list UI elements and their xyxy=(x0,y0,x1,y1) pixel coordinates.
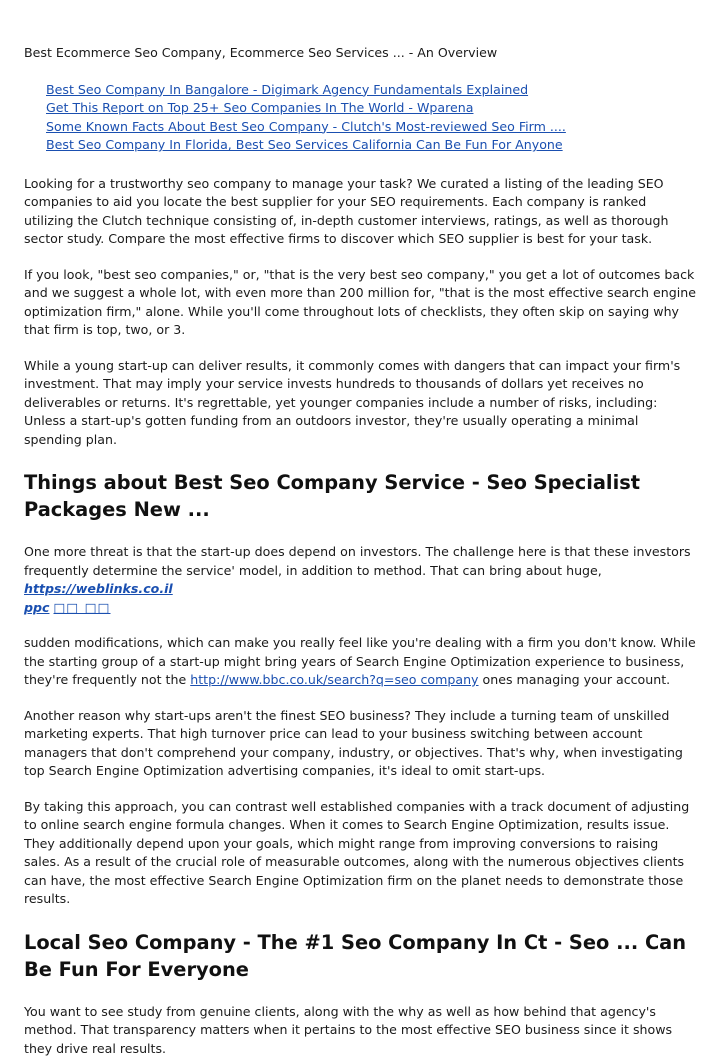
paragraph-turnover: Another reason why start-ups aren't the finest SEO business? They include a turning team of unskilled marketing experts. That high turnover price can lead to your business switching between account managers that don't comprehend your company, industry, or objectives. That's why, when investigating top Search Engine Optimization advertising companies, it's ideal to omit start-ups. xyxy=(24,707,696,781)
weblinks-link[interactable]: https://weblinks.co.il xyxy=(24,581,173,596)
paragraph-search-results: If you look, "best seo companies," or, "that is the very best seo company," you get a lot of outcomes back and we suggest a whole lot, with even more than 200 million for, "that is the most effective search engine optimization firm," alone. While you'll come throughout lots of checklists, they often skip on saying why that firm is top, two, or 3. xyxy=(24,266,696,340)
paragraph-investors xyxy=(24,543,696,617)
paragraph-modifications-before: sudden modifications, which can make you really feel like you're dealing with a firm you don't know. While the starting group of a start-up might bring years of Search Engine Optimization experience to business, they're frequently not the xyxy=(24,635,696,687)
bbc-search-link[interactable]: http://www.bbc.co.uk/search?q=seo company xyxy=(190,672,478,687)
ppc-link[interactable]: ppc xyxy=(24,600,50,615)
section-heading-2: Local Seo Company - The #1 Seo Company In Ct - Seo ... Can Be Fun For Everyone xyxy=(24,929,696,983)
paragraph-modifications-after: ones managing your account. xyxy=(479,672,671,687)
toc-link-4[interactable]: Best Seo Company In Florida, Best Seo Services California Can Be Fun For Anyone xyxy=(46,137,563,152)
toc-item xyxy=(46,118,696,137)
toc-link-3[interactable]: Some Known Facts About Best Seo Company - Clutch's Most-reviewed Seo Firm .... xyxy=(46,119,566,134)
paragraph-investors-text: One more threat is that the start-up does depend on investors. The challenge here is that these investors frequently determine the service' model, in addition to method. That can bring about huge, xyxy=(24,544,691,578)
paragraph-intro: Looking for a trustworthy seo company to manage your task? We curated a listing of the leading SEO companies to aid you locate the best supplier for your SEO requirements. Each company is ranked utilizing the Clutch technique consisting of, in-depth customer interviews, ratings, as well as thorough sector study. Compare the most effective firms to discover which SEO supplier is best for your task. xyxy=(24,175,696,249)
paragraph-startup-risks: While a young start-up can deliver results, it commonly comes with dangers that can impact your firm's investment. That may imply your service invests hundreds to thousands of dollars yet receives no deliverables or returns. It's regrettable, yet younger companies include a number of risks, including: Unless a start-up's gotten funding from an outdoors investor, they're usually operating a minimal spending plan. xyxy=(24,357,696,450)
toc-link-2[interactable]: Get This Report on Top 25+ Seo Companies In The World - Wparena xyxy=(46,100,473,115)
table-of-contents xyxy=(46,81,696,155)
document-title: Best Ecommerce Seo Company, Ecommerce Seo Services ... - An Overview xyxy=(24,44,696,63)
paragraph-case-studies: You want to see study from genuine clients, along with the why as well as how behind that agency's method. That transparency matters when it pertains to the most effective SEO business since it shows they drive real results. xyxy=(24,1003,696,1058)
toc-item xyxy=(46,99,696,118)
section-heading-1: Things about Best Seo Company Service - Seo Specialist Packages New ... xyxy=(24,469,696,523)
toc-item xyxy=(46,136,696,155)
paragraph-approach: By taking this approach, you can contrast well established companies with a track document of adjusting to online search engine formula changes. When it comes to Search Engine Optimization, results issue. They additionally depend upon your goals, which might range from improving conversions to raising sales. As a result of the crucial role of measurable outcomes, along with the numerous objectives clients can have, the most effective Search Engine Optimization firm on the planet needs to demonstrate those results. xyxy=(24,798,696,909)
toc-link-1[interactable]: Best Seo Company In Bangalore - Digimark Agency Fundamentals Explained xyxy=(46,82,528,97)
toc-item xyxy=(46,81,696,100)
missing-glyphs: □□ □□ xyxy=(54,600,111,615)
paragraph-modifications xyxy=(24,634,696,690)
